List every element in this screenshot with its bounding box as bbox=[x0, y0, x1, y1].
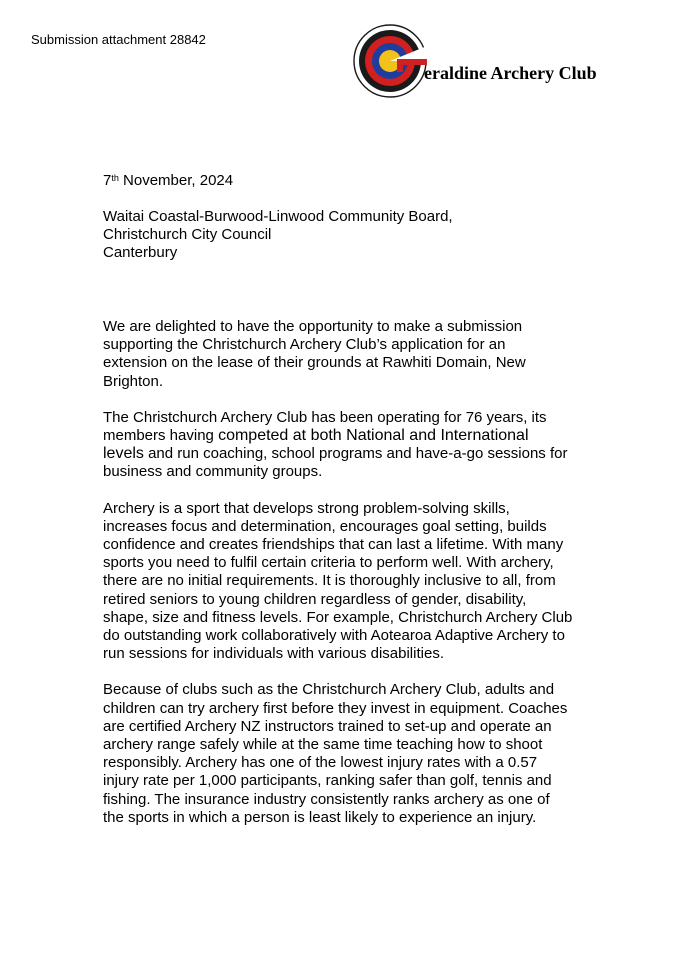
addressee-block bbox=[103, 208, 643, 262]
paragraph-text: and run coaching, school programs and have-a-go sessions for business and community groups. bbox=[103, 445, 568, 481]
paragraph bbox=[103, 409, 573, 482]
attachment-label: Submission attachment 28842 bbox=[31, 32, 206, 47]
letter-date bbox=[103, 172, 233, 190]
date-day: 7 bbox=[103, 172, 112, 189]
paragraph: Because of clubs such as the Christchurch Archery Club, adults and children can try archery first before they invest in equipment. Coaches are certified Archery NZ instructors trained to set-up and operate an archery range safely while at the same time teaching how to shoot responsibly. Archery has one of the lowest injury rates with a 0.57 injury rate per 1,000 participants, ranking safer than golf, tennis and fishing. The insurance industry consistently ranks archery as one of the sports in which a person is least likely to experience an injury. bbox=[103, 681, 568, 826]
paragraph: Archery is a sport that develops strong problem-solving skills, increases focus and determination, encourages goal setting, builds confidence and creates friendships that can last a lifetime. With many sports you need to fulfil certain criteria to perform well. With archery, there are no initial requirements. It is thoroughly inclusive to all, from retired seniors to young children regardless of gender, disability, shape, size and fitness levels. For example, Christchurch Archery Club do outstanding work collaboratively with Aotearoa Adaptive Archery to run sessions for individuals with various disabilities. bbox=[103, 499, 573, 663]
addressee-line: Waitai Coastal-Burwood-Linwood Community Board, bbox=[103, 208, 453, 225]
letter-body bbox=[103, 318, 573, 845]
addressee-line: Canterbury bbox=[103, 244, 178, 261]
date-rest: November, 2024 bbox=[118, 172, 234, 189]
letterhead bbox=[353, 24, 653, 100]
date-suffix: th bbox=[111, 173, 119, 183]
paragraph-text: The Christchurch Archery Club has been operating for 76 years, its members having bbox=[103, 408, 547, 445]
addressee-line: Christchurch City Council bbox=[103, 226, 272, 243]
paragraph: We are delighted to have the opportunity to make a submission supporting the Christchurch Archery Club’s application for an extension on the lease of their grounds at Rawhiti Domain, New Brighton. bbox=[103, 318, 526, 390]
paragraph-text-highlight: competed at both National and International levels bbox=[103, 427, 529, 463]
club-name: eraldine Archery Club bbox=[424, 63, 597, 83]
archery-target-g-logo-icon bbox=[353, 24, 427, 98]
